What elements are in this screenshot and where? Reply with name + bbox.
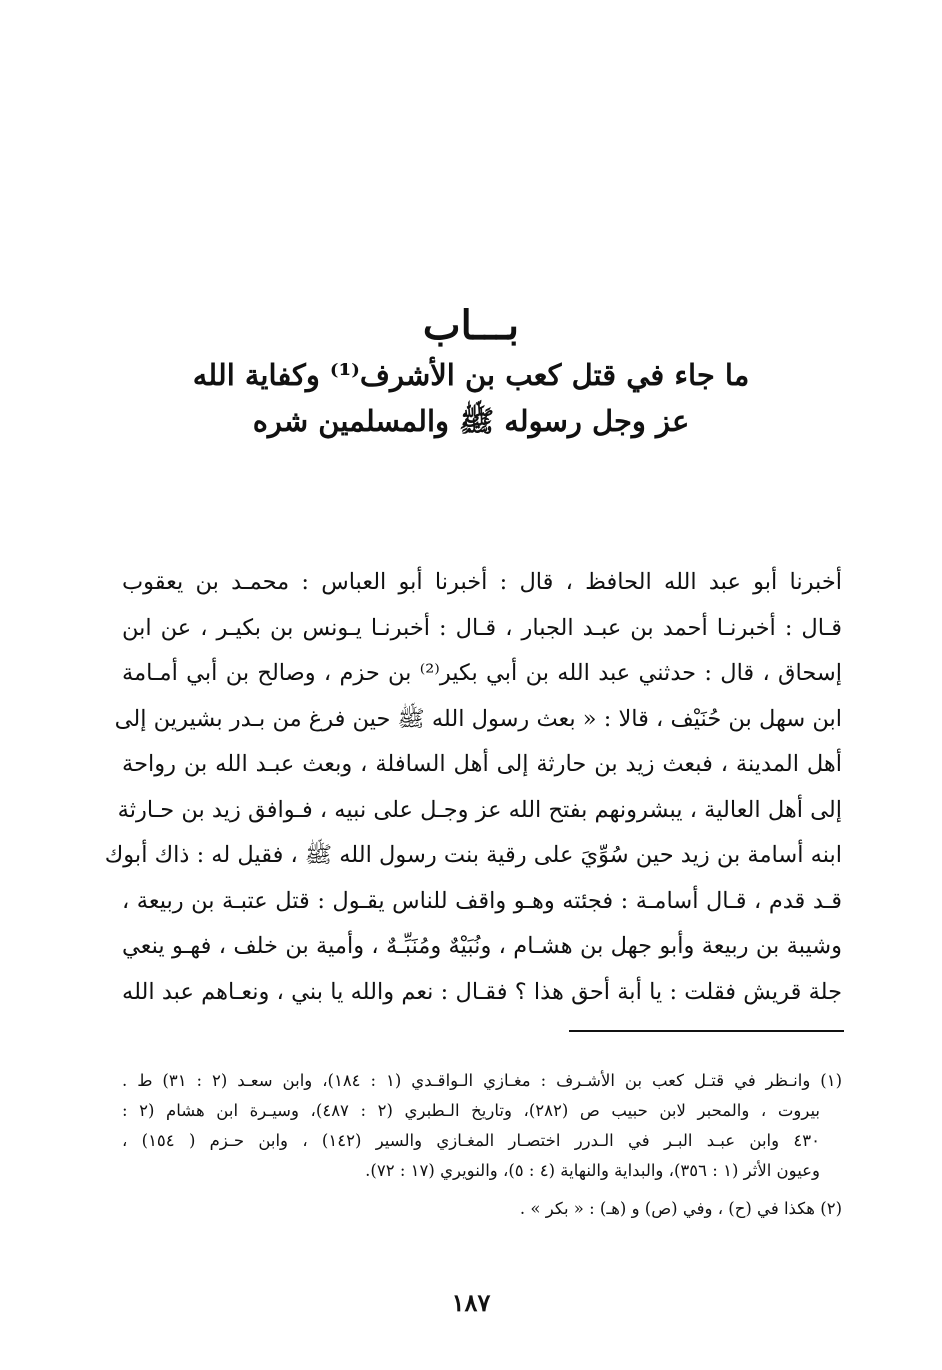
footnote-divider [569, 1030, 844, 1032]
footnotes [122, 1066, 842, 1224]
chapter-label: بـــاب [422, 302, 520, 349]
page-number: ١٨٧ [451, 1288, 491, 1317]
chapter-heading [120, 300, 822, 444]
footnote-1-line: (١) وانـظر في قتـل كعب بن الأشـرف : مغـازي الـواقـدي (١ : ١٨٤)، وابن سعـد (٢ : ٣١) ط . [122, 1071, 842, 1090]
body-line: ابنه أسامة بن زيد حين سُوِّيَ على رقية بنت رسول الله ﷺ ، فقيل له : ذاك أبوك [104, 842, 842, 868]
footnote-gap [122, 1186, 842, 1194]
body-line: أهل المدينة ، فبعث زيد بن حارثة إلى أهل السافلة ، وبعث عبـد الله بن رواحة [122, 751, 842, 777]
chapter-title-line-2: عز وجل رسوله ﷺ والمسلمين شره [252, 404, 690, 438]
body-line: إسحاق ، قال : حدثني عبد الله بن أبي بكير⁽²⁾ بن حزم ، وصالح بن أبي أمـامة [122, 660, 842, 686]
body-line: قـد قدم ، قـال أسامـة : فجئته وهـو واقف للناس يقـول : قتل عتبـة بن ربيعة ، [122, 887, 842, 914]
body-line: ابن سهل بن حُنَيْف ، قالا : « بعث رسول الله ﷺ حين فرغ من بـدر بشيرين إلى [114, 705, 842, 732]
body-line: قـال : أخبرنـا أحمد بن عبـد الجبار ، قـال : أخبرنـا يـونس بن بكيـر ، عن ابن [122, 614, 842, 641]
body-line: إلى أهل العالية ، يبشرونهم بفتح الله عز وجـل على نبيه ، فـوافق زيد بن حـارثة [117, 796, 842, 823]
footnote-1-line: بيروت ، والمحبر لابن حبيب ص (٢٨٢)، وتاريخ الـطبري (٢ : ٤٨٧)، وسيـرة ابن هشام (٢ : [122, 1101, 821, 1120]
body-line: وشيبة بن ربيعة وأبو جهل بن هشـام ، ونُبَيْهٌ ومُنَبِّـهٌ ، وأمية بن خلف ، فهـو ينعي [122, 933, 842, 959]
footnote-2: (٢) هكذا في (ح) ، وفي (ص) و (هـ) : « بكر » . [519, 1199, 842, 1218]
body-line: أخبرنا أبو عبد الله الحافظ ، قال : أخبرنا أبو العباس : محمـد بن يعقوب [122, 569, 842, 595]
body-text [104, 560, 842, 1015]
footnote-1-line: وعيون الأثر (١ : ٣٥٦)، والبداية والنهاية (٤ : ٥)، والنويري (١٧ : ٧٢). [365, 1161, 820, 1180]
body-line: جلة قريش فقلت : يا أبة أحق هذا ؟ فقـال : نعم والله يا بني ، ونعـاهم عبد الله [122, 978, 842, 1005]
chapter-title-line-1: ما جاء في قتل كعب بن الأشرف⁽¹⁾ وكفاية الله [192, 358, 750, 392]
footnote-1-line: ٤٣٠ وابن عبـد البـر في الـدرر اختصـار المغـازي والسير (١٤٢) ، وابن حـزم ( ١٥٤) ، [122, 1131, 820, 1150]
